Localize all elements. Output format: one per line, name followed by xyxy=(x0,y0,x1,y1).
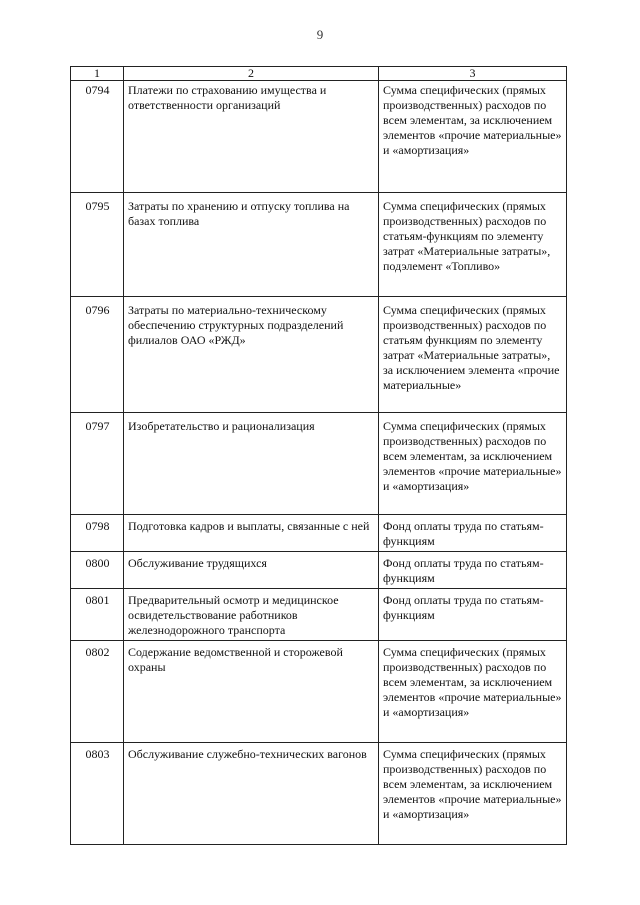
row-item: Обслуживание трудящихся xyxy=(124,552,379,589)
table-row xyxy=(71,552,567,589)
table-row xyxy=(71,193,567,297)
table-row xyxy=(71,413,567,515)
row-code: 0795 xyxy=(71,193,124,297)
column-header-3: 3 xyxy=(379,67,567,81)
page-number: 9 xyxy=(316,27,324,42)
row-code: 0797 xyxy=(71,413,124,515)
row-code: 0803 xyxy=(71,743,124,845)
row-description: Сумма специфических (прямых производственных) расходов по всем элементам, за исключением элементов «прочие материальные» и «амортизация» xyxy=(379,413,567,515)
row-description: Сумма специфических (прямых производственных) расходов по статьям-функциям по элементу затрат «Материальные затраты», подэлемент «Топливо» xyxy=(379,193,567,297)
row-description: Сумма специфических (прямых производственных) расходов по всем элементам, за исключением элементов «прочие материальные» и «амортизация» xyxy=(379,81,567,193)
row-code: 0801 xyxy=(71,589,124,641)
column-header-2: 2 xyxy=(124,67,379,81)
table-row xyxy=(71,297,567,413)
table-row xyxy=(71,81,567,193)
table-row xyxy=(71,641,567,743)
table-header-row xyxy=(71,67,567,81)
row-description: Сумма специфических (прямых производственных) расходов по всем элементам, за исключением элементов «прочие материальные» и «амортизация» xyxy=(379,743,567,845)
row-description: Фонд оплаты труда по статьям-функциям xyxy=(379,552,567,589)
table-row xyxy=(71,589,567,641)
row-description: Сумма специфических (прямых производственных) расходов по статьям функциям по элементу затрат «Материальные затраты», за исключением элемента «прочие материальные» xyxy=(379,297,567,413)
row-item: Предварительный осмотр и медицинское освидетельствование работников железнодорожного транспорта xyxy=(124,589,379,641)
row-item: Платежи по страхованию имущества и ответственности организаций xyxy=(124,81,379,193)
cost-items-table xyxy=(70,66,567,845)
row-description: Сумма специфических (прямых производственных) расходов по всем элементам, за исключением элементов «прочие материальные» и «амортизация» xyxy=(379,641,567,743)
table-row xyxy=(71,515,567,552)
row-item: Подготовка кадров и выплаты, связанные с ней xyxy=(124,515,379,552)
row-code: 0796 xyxy=(71,297,124,413)
column-header-1: 1 xyxy=(71,67,124,81)
row-item: Обслуживание служебно-технических вагонов xyxy=(124,743,379,845)
row-description: Фонд оплаты труда по статьям-функциям xyxy=(379,515,567,552)
row-code: 0794 xyxy=(71,81,124,193)
row-code: 0802 xyxy=(71,641,124,743)
row-item: Затраты по хранению и отпуску топлива на базах топлива xyxy=(124,193,379,297)
row-item: Содержание ведомственной и сторожевой охраны xyxy=(124,641,379,743)
table-row xyxy=(71,743,567,845)
row-code: 0798 xyxy=(71,515,124,552)
row-code: 0800 xyxy=(71,552,124,589)
row-item: Затраты по материально-техническому обеспечению структурных подразделений филиалов ОАО «РЖД» xyxy=(124,297,379,413)
row-description: Фонд оплаты труда по статьям-функциям xyxy=(379,589,567,641)
row-item: Изобретательство и рационализация xyxy=(124,413,379,515)
